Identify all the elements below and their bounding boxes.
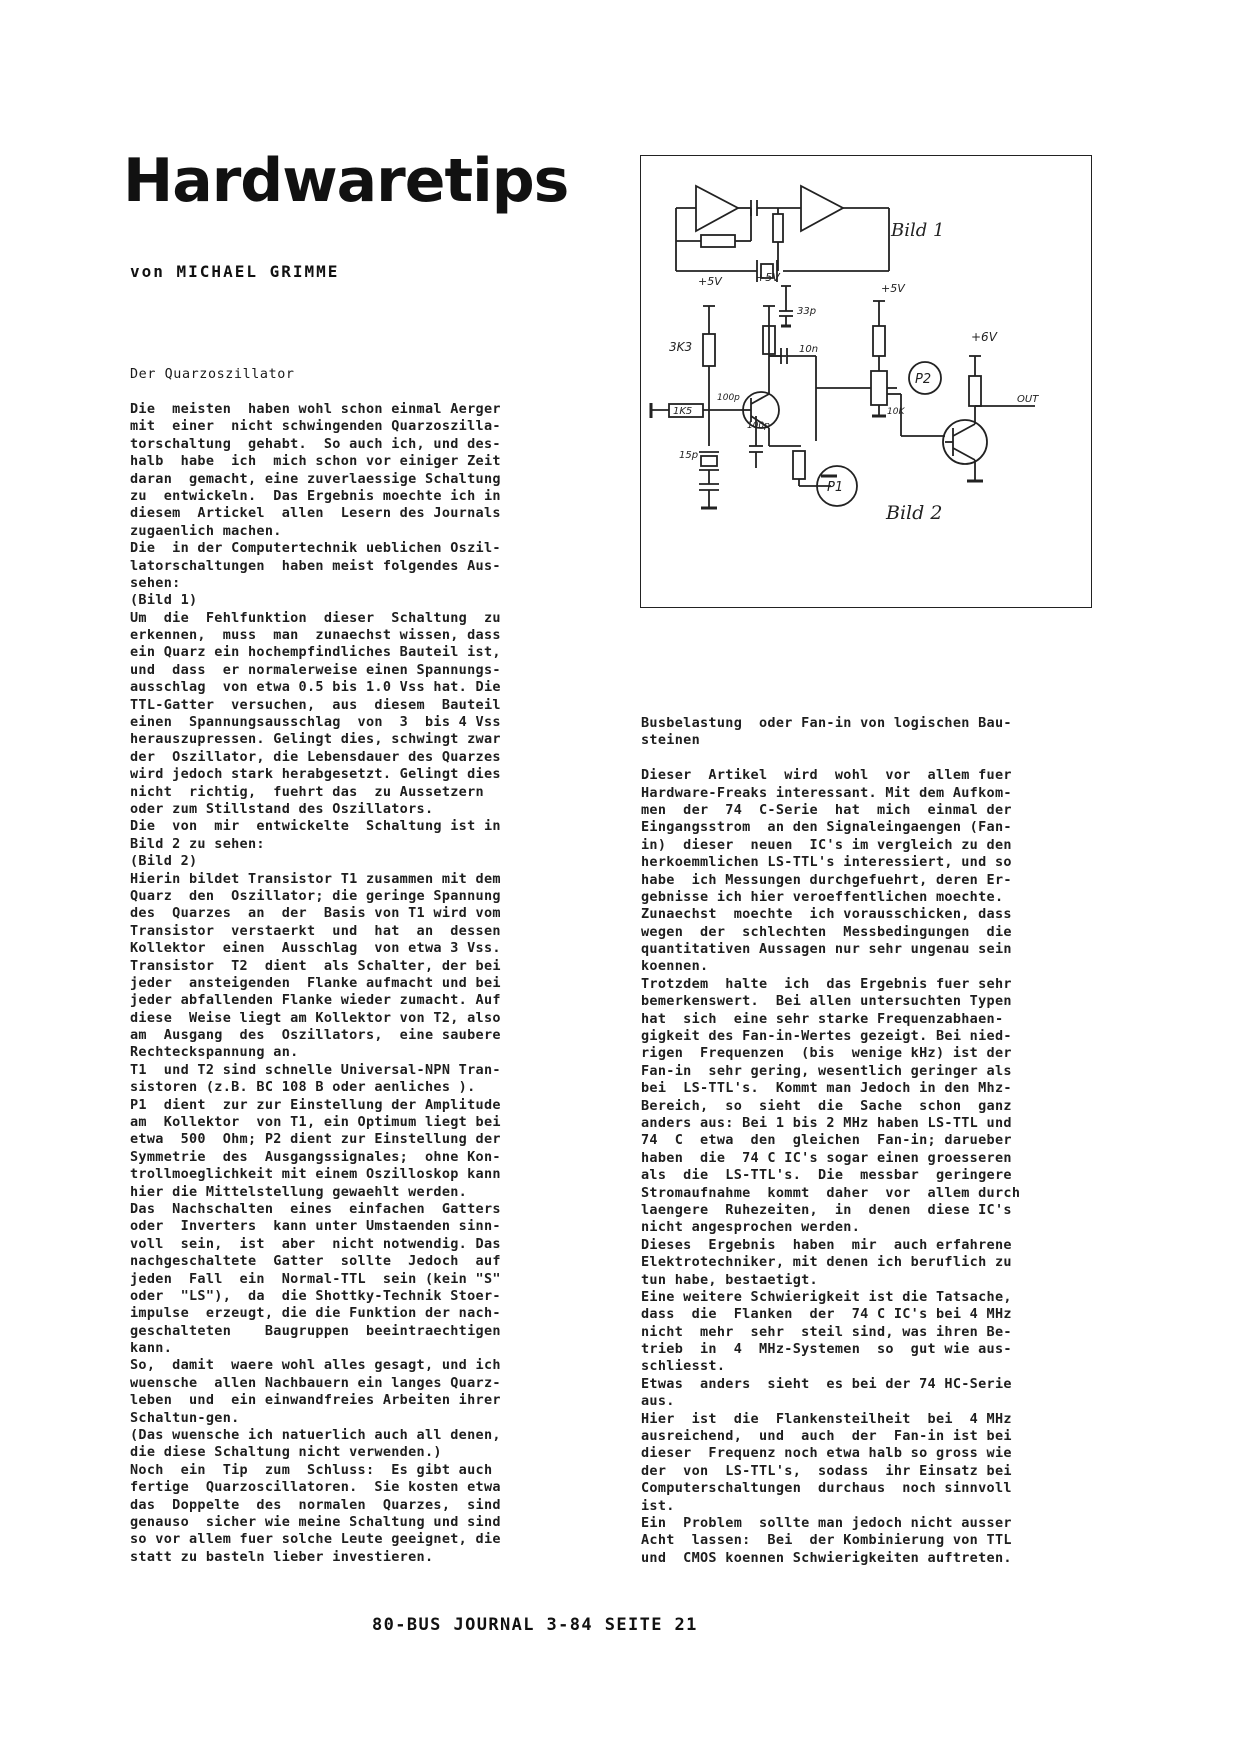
text-line: geschalteten Baugruppen beeintraechtigen <box>130 1322 501 1339</box>
section-heading: Der Quarzoszillator <box>130 367 295 382</box>
text-line: in) dieser neuen IC's im vergleich zu den <box>641 836 1012 853</box>
text-line: So, damit waere wohl alles gesagt, und ich <box>130 1357 501 1374</box>
text-line: erkennen, muss man zunaechst wissen, dass <box>130 627 501 644</box>
text-line: quantitativen Aussagen nur sehr ungenau sein <box>641 941 1012 958</box>
text-line: T1 und T2 sind schnelle Universal-NPN Tran- <box>130 1061 501 1078</box>
text-line: am Kollektor von T1, ein Optimum liegt bei <box>130 1114 501 1131</box>
text-line: Acht lassen: Bei der Kombinierung von TTL <box>641 1532 1012 1549</box>
text-line: nachgeschaltete Gatter sollte Jedoch auf <box>130 1253 501 1270</box>
text-line: statt zu basteln lieber investieren. <box>130 1548 434 1565</box>
label-c1: 33p <box>797 306 817 317</box>
text-line: schliesst. <box>641 1358 726 1375</box>
text-line: kann. <box>130 1340 173 1357</box>
text-line: Dieser Artikel wird wohl vor allem fuer <box>641 767 1012 784</box>
text-line: oder zum Stillstand des Oszillators. <box>130 800 434 817</box>
text-line: dass die Flanken der 74 C IC's bei 4 MHz <box>641 1306 1012 1323</box>
text-line: dieser Frequenz noch etwa halb so gross wie <box>641 1445 1012 1462</box>
label-v3: +5V <box>881 282 905 295</box>
text-line: bemerkenswert. Bei allen untersuchten Typen <box>641 993 1012 1010</box>
text-line: TTL-Gatter versuchen, aus diesem Bauteil <box>130 696 501 713</box>
right-column-text <box>641 715 1020 1567</box>
text-line: mit einer nicht schwingenden Quarzoszilla- <box>130 418 501 435</box>
text-line: 74 C etwa den gleichen Fan-in; darueber <box>641 1132 1012 1149</box>
text-line: sistoren (z.B. BC 108 B oder aenliches ). <box>130 1079 476 1096</box>
text-line: Das Nachschalten eines einfachen Gatters <box>130 1200 501 1217</box>
text-line: die diese Schaltung nicht verwenden.) <box>130 1444 442 1461</box>
text-line: jeder ansteigenden Flanke aufmacht und bei <box>130 974 501 991</box>
text-line: Die in der Computertechnik ueblichen Oszil- <box>130 540 501 557</box>
text-line: ein Quarz ein hochempfindliches Bauteil ist, <box>130 644 501 661</box>
text-line: laengere Ruhezeiten, in denen diese IC's <box>641 1201 1012 1218</box>
label-c4: 100p <box>747 421 770 431</box>
text-line: Rechteckspannung an. <box>130 1044 299 1061</box>
text-line: Transistor verstaerkt und hat an dessen <box>130 922 501 939</box>
text-line: rigen Frequenzen (bis wenige kHz) ist der <box>641 1045 1012 1062</box>
text-line: und dass er normalerweise einen Spannungs- <box>130 661 501 678</box>
text-line: diesem Artickel allen Lesern des Journals <box>130 505 501 522</box>
text-line: Um die Fehlfunktion dieser Schaltung zu <box>130 609 501 626</box>
label-pot: 10K <box>887 407 905 417</box>
text-line: ist. <box>641 1497 675 1514</box>
text-line: Hier ist die Flankensteilheit bei 4 MHz <box>641 1410 1012 1427</box>
text-line: Trotzdem halte ich das Ergebnis fuer sehr <box>641 975 1012 992</box>
text-line: gebnisse ich hier veroeffentlichen moechte. <box>641 888 1004 905</box>
text-line: daran gemacht, eine zuverlaessige Schaltung <box>130 470 501 487</box>
text-line: herkoemmlichen LS-TTL's interessiert, und so <box>641 854 1012 871</box>
label-p2: P2 <box>915 372 932 387</box>
text-line: zugaenlich machen. <box>130 522 282 539</box>
text-line: Transistor T2 dient als Schalter, der bei <box>130 957 501 974</box>
label-p1: P1 <box>827 480 844 495</box>
text-line: P1 dient zur zur Einstellung der Amplitude <box>130 1096 501 1113</box>
bild1-caption: Bild 1 <box>891 220 945 241</box>
text-line: wegen der schlechten Messbedingungen die <box>641 923 1012 940</box>
text-line: Ein Problem sollte man jedoch nicht ausser <box>641 1514 1012 1531</box>
text-line: etwa 500 Ohm; P2 dient zur Einstellung der <box>130 1131 501 1148</box>
text-line: oder Inverters kann unter Umstaenden sinn- <box>130 1218 501 1235</box>
text-line: herauszupressen. Gelingt dies, schwingt zwar <box>130 731 501 748</box>
circuit-diagram <box>641 156 1093 609</box>
bild2-schematic <box>651 286 1035 508</box>
text-line: zu entwickeln. Das Ergebnis moechte ich in <box>130 487 501 504</box>
label-v1: +5V <box>698 275 722 288</box>
text-line: Die von mir entwickelte Schaltung ist in <box>130 818 501 835</box>
article-author: von MICHAEL GRIMME <box>130 262 340 281</box>
label-c2: 10n <box>799 344 819 355</box>
text-line: nicht angesprochen werden. <box>641 1219 861 1236</box>
label-v2: +5V <box>756 271 780 284</box>
text-line: so vor allem fuer solche Leute geeignet, die <box>130 1531 501 1548</box>
text-line: men der 74 C-Serie hat mich einmal der <box>641 801 1012 818</box>
text-line: Elektrotechniker, mit denen ich beruflich zu <box>641 1254 1012 1271</box>
text-line: anders aus: Bei 1 bis 2 MHz haben LS-TTL und <box>641 1114 1012 1131</box>
text-line: der von LS-TTL's, sodass ihr Einsatz bei <box>641 1462 1012 1479</box>
text-line: (Das wuensche ich natuerlich auch all denen, <box>130 1427 501 1444</box>
text-line: einen Spannungsausschlag von 3 bis 4 Vss <box>130 714 501 731</box>
text-line: steinen <box>641 732 700 749</box>
text-line: latorschaltungen haben meist folgendes Aus- <box>130 557 501 574</box>
text-line: ausreichend, und auch der Fan-in ist bei <box>641 1428 1012 1445</box>
text-line: Fan-in sehr gering, wesentlich geringer als <box>641 1062 1012 1079</box>
text-line: Symmetrie des Ausgangssignales; ohne Kon- <box>130 1148 501 1165</box>
text-line: Hardware-Freaks interessant. Mit dem Aufkom- <box>641 784 1012 801</box>
text-line: und CMOS koennen Schwierigkeiten auftreten. <box>641 1549 1012 1566</box>
text-line: habe ich Messungen durchgefuehrt, deren Er- <box>641 871 1012 888</box>
text-line: jeder abfallenden Flanke wieder zumacht. Auf <box>130 992 501 1009</box>
text-line: hat sich eine sehr starke Frequenzabhaen- <box>641 1010 1004 1027</box>
text-line: torschaltung gehabt. So auch ich, und des- <box>130 435 501 452</box>
text-line: der Oszillator, die Lebensdauer des Quarzes <box>130 748 501 765</box>
bild2-caption: Bild 2 <box>886 502 943 524</box>
text-line: Zunaechst moechte ich vorausschicken, dass <box>641 906 1012 923</box>
text-line: voll sein, ist aber nicht notwendig. Das <box>130 1235 501 1252</box>
text-line: hier die Mittelstellung gewaehlt werden. <box>130 1183 468 1200</box>
text-line: Kollektor einen Ausschlag von etwa 3 Vss. <box>130 940 501 957</box>
text-line: nicht mehr sehr steil sind, was ihren Be- <box>641 1323 1012 1340</box>
text-line: gigkeit des Fan-in-Wertes gezeigt. Bei nied- <box>641 1028 1012 1045</box>
text-line: des Quarzes an der Basis von T1 wird vom <box>130 905 501 922</box>
text-line: diese Weise liegt am Kollektor von T2, also <box>130 1009 501 1026</box>
text-line: Computerschaltungen durchaus noch sinnvoll <box>641 1480 1012 1497</box>
text-line: bei LS-TTL's. Kommt man Jedoch in den Mhz- <box>641 1080 1012 1097</box>
text-line: oder "LS"), da die Shottky-Technik Stoer- <box>130 1287 501 1304</box>
text-line: nicht richtig, fuehrt das zu Aussetzern <box>130 783 484 800</box>
text-line: sehen: <box>130 574 181 591</box>
text-line: fertige Quarzoscillatoren. Sie kosten etwa <box>130 1479 501 1496</box>
left-column-text <box>130 401 501 1566</box>
text-line: impulse erzeugt, die die Funktion der nach- <box>130 1305 501 1322</box>
text-line: Schaltun-gen. <box>130 1409 240 1426</box>
text-line: Eine weitere Schwierigkeit ist die Tatsache, <box>641 1288 1012 1305</box>
text-line: Bereich, so sieht die Sache schon ganz <box>641 1097 1012 1114</box>
label-r2: 1K5 <box>673 406 693 417</box>
label-out: OUT <box>1017 394 1039 405</box>
text-line: als die LS-TTL's. Die messbar geringere <box>641 1167 1012 1184</box>
text-line: das Doppelte des normalen Quarzes, sind <box>130 1496 501 1513</box>
text-line: wuensche allen Nachbauern ein langes Quarz- <box>130 1374 501 1391</box>
label-v4: +6V <box>971 330 997 344</box>
text-line: Quarz den Oszillator; die geringe Spannung <box>130 887 501 904</box>
text-line: Noch ein Tip zum Schluss: Es gibt auch <box>130 1461 493 1478</box>
text-line: (Bild 1) <box>130 592 198 609</box>
label-c5: 15p <box>679 450 699 461</box>
text-line: ausschlag von etwa 0.5 bis 1.0 Vss hat. Die <box>130 679 501 696</box>
text-line: Etwas anders sieht es bei der 74 HC-Serie <box>641 1375 1012 1392</box>
text-line: genauso sicher wie meine Schaltung und sind <box>130 1514 501 1530</box>
text-line <box>641 750 1020 767</box>
text-line: jeden Fall ein Normal-TTL sein (kein "S" <box>130 1270 501 1287</box>
text-line: leben und ein einwandfreies Arbeiten ihrer <box>130 1392 501 1409</box>
text-line: Dieses Ergebnis haben mir auch erfahrene <box>641 1236 1012 1253</box>
text-line: koennen. <box>641 958 709 975</box>
text-line: Bild 2 zu sehen: <box>130 835 265 852</box>
bild1-schematic <box>676 186 889 282</box>
text-line: tun habe, bestaetigt. <box>641 1271 818 1288</box>
text-line: Eingangsstrom an den Signaleingaengen (Fan- <box>641 819 1012 836</box>
text-line: halb habe ich mich schon vor einiger Zeit <box>130 453 501 470</box>
page-footer: 80-BUS JOURNAL 3-84 SEITE 21 <box>372 1615 698 1635</box>
text-line: Busbelastung oder Fan-in von logischen Bau- <box>641 715 1012 731</box>
text-line: trieb in 4 MHz-Systemen so gut wie aus- <box>641 1341 1012 1358</box>
text-line: wird jedoch stark herabgesetzt. Gelingt dies <box>130 766 501 783</box>
text-line: Hierin bildet Transistor T1 zusammen mit dem <box>130 870 501 887</box>
text-line: trollmoeglichkeit mit einem Oszilloskop kann <box>130 1166 501 1183</box>
circuit-figure <box>640 155 1092 608</box>
text-line: aus. <box>641 1393 675 1410</box>
text-line: Die meisten haben wohl schon einmal Aerger <box>130 401 501 417</box>
text-line: Stromaufnahme kommt daher vor allem durch <box>641 1184 1021 1201</box>
text-line: (Bild 2) <box>130 853 198 870</box>
label-r1: 3K3 <box>669 340 693 354</box>
article-title: Hardwaretips <box>123 146 569 216</box>
text-line: am Ausgang des Oszillators, eine saubere <box>130 1027 501 1044</box>
label-c3: 100p <box>717 393 740 403</box>
text-line: haben die 74 C IC's sogar einen groesseren <box>641 1149 1012 1166</box>
